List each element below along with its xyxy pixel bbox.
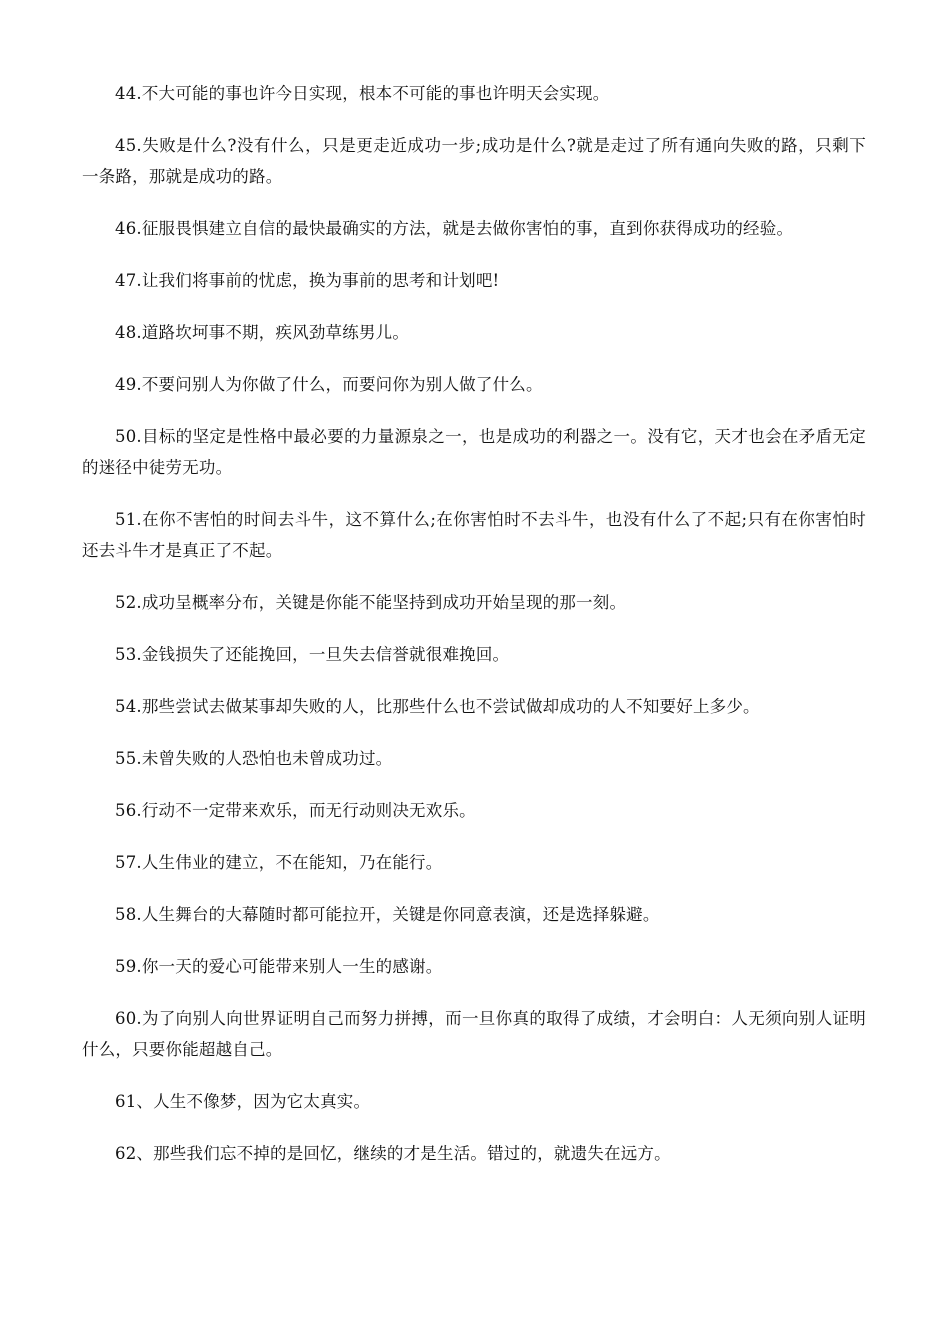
quote-paragraph-47: 47.让我们将事前的忧虑，换为事前的思考和计划吧! — [115, 271, 500, 290]
quote-paragraph-56: 56.行动不一定带来欢乐，而无行动则决无欢乐。 — [115, 801, 476, 820]
quote-paragraph-50: 50.目标的坚定是性格中最必要的力量源泉之一，也是成功的利器之一。没有它，天才也会在矛盾无定的迷径中徒劳无功。 — [82, 427, 866, 477]
quote-paragraph-46: 46.征服畏惧建立自信的最快最确实的方法，就是去做你害怕的事，直到你获得成功的经验。 — [115, 219, 794, 238]
quote-paragraph-55: 55.未曾失败的人恐怕也未曾成功过。 — [115, 749, 393, 768]
quote-paragraph-45: 45.失败是什么?没有什么，只是更走近成功一步;成功是什么?就是走过了所有通向失败的路，只剩下一条路，那就是成功的路。 — [82, 136, 866, 186]
quote-paragraph-44: 44.不大可能的事也许今日实现，根本不可能的事也许明天会实现。 — [115, 84, 610, 103]
quote-paragraph-62: 62、那些我们忘不掉的是回忆，继续的才是生活。错过的，就遗失在远方。 — [115, 1144, 671, 1163]
quote-paragraph-57: 57.人生伟业的建立，不在能知，乃在能行。 — [115, 853, 443, 872]
quote-paragraph-49: 49.不要问别人为你做了什么，而要问你为别人做了什么。 — [115, 375, 543, 394]
quote-paragraph-48: 48.道路坎坷事不期，疾风劲草练男儿。 — [115, 323, 410, 342]
quote-paragraph-51: 51.在你不害怕的时间去斗牛，这不算什么;在你害怕时不去斗牛，也没有什么了不起;只有在你害怕时还去斗牛才是真正了不起。 — [82, 510, 866, 560]
quote-paragraph-53: 53.金钱损失了还能挽回，一旦失去信誉就很难挽回。 — [115, 645, 510, 664]
quote-paragraph-54: 54.那些尝试去做某事却失败的人，比那些什么也不尝试做却成功的人不知要好上多少。 — [115, 697, 760, 716]
document-body — [82, 78, 866, 1190]
quote-paragraph-60: 60.为了向别人向世界证明自己而努力拼搏，而一旦你真的取得了成绩，才会明白：人无须向别人证明什么，只要你能超越自己。 — [82, 1009, 866, 1059]
quote-paragraph-59: 59.你一天的爱心可能带来别人一生的感谢。 — [115, 957, 443, 976]
quote-paragraph-58: 58.人生舞台的大幕随时都可能拉开，关键是你同意表演，还是选择躲避。 — [115, 905, 660, 924]
quote-paragraph-52: 52.成功呈概率分布，关键是你能不能坚持到成功开始呈现的那一刻。 — [115, 593, 627, 612]
quote-paragraph-61: 61、人生不像梦，因为它太真实。 — [115, 1092, 371, 1111]
